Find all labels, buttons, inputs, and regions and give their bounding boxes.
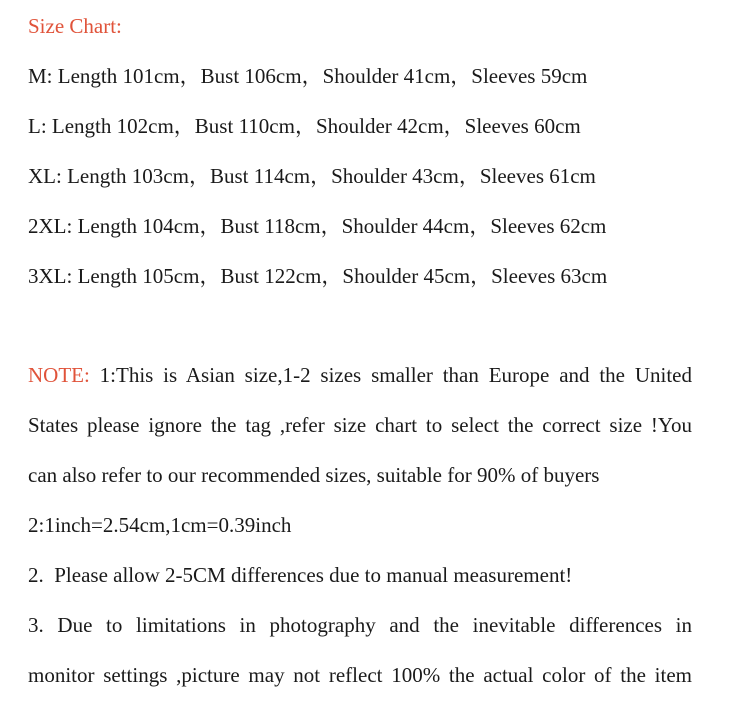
- size-chart-title: Size Chart:: [28, 14, 122, 38]
- note-line-1: [28, 361, 692, 389]
- size-row-m: M: Length 101cm，Bust 106cm，Shoulder 41cm，Sleeves 59cm: [28, 64, 588, 88]
- size-row-2xl: 2XL: Length 104cm，Bust 118cm，Shoulder 44cm，Sleeves 62cm: [28, 214, 607, 238]
- size-row-xl: XL: Length 103cm，Bust 114cm，Shoulder 43cm，Sleeves 61cm: [28, 164, 596, 188]
- note-line-4: 2:1inch=2.54cm,1cm=0.39inch: [28, 513, 292, 537]
- note-line-6: 3. Due to limitations in photography and the inevitable differences in: [28, 613, 692, 637]
- note-text-1: 1:This is Asian size,1-2 sizes smaller than Europe and the United: [89, 363, 692, 387]
- size-row-l: L: Length 102cm，Bust 110cm，Shoulder 42cm，Sleeves 60cm: [28, 114, 581, 138]
- note-label: NOTE:: [28, 363, 90, 387]
- size-row-3xl: 3XL: Length 105cm，Bust 122cm，Shoulder 45cm，Sleeves 63cm: [28, 264, 608, 288]
- note-line-2: States please ignore the tag ,refer size chart to select the correct size !You: [28, 413, 692, 437]
- note-line-7: monitor settings ,picture may not reflect 100% the actual color of the item: [28, 663, 692, 687]
- note-line-5: 2. Please allow 2-5CM differences due to manual measurement!: [28, 563, 573, 587]
- note-line-3: can also refer to our recommended sizes, suitable for 90% of buyers: [28, 463, 600, 487]
